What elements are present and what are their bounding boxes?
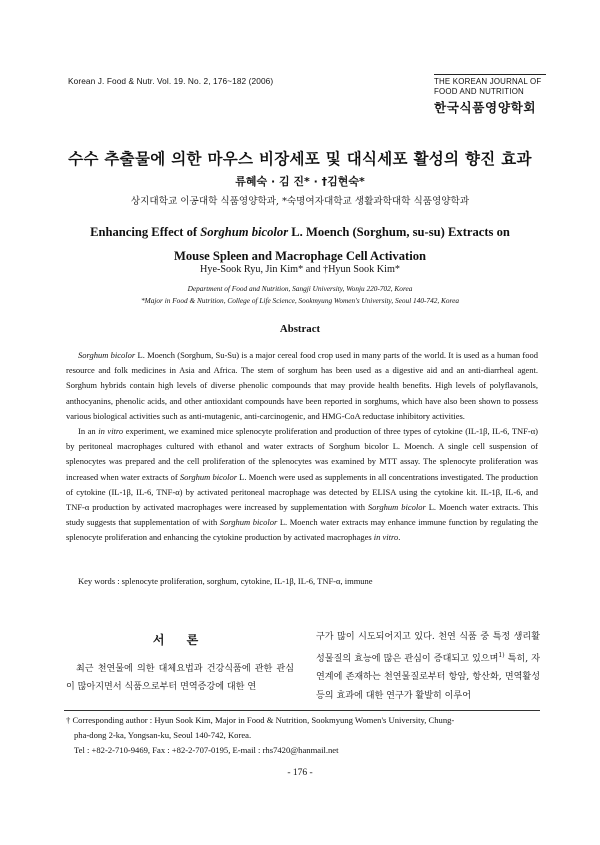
journal-name-ko: 한국식품영양학회: [434, 101, 537, 115]
species-name: Sorghum bicolor: [200, 225, 289, 239]
abstract-heading: Abstract: [279, 323, 321, 335]
authors-korean: 류혜숙 · 김 진* · †김현숙*: [235, 175, 365, 188]
footnote-line-2: pha-dong 2-ka, Yongsan-ku, Seoul 140-742, Korea.: [74, 730, 252, 740]
intro-right-column: [316, 628, 540, 705]
footnote-line-1: † Corresponding author : Hyun Sook Kim, Major in Food & Nutrition, Sookmyung Women's University, Chung-: [66, 715, 455, 725]
journal-citation: Korean J. Food & Nutr. Vol. 19. No. 2, 176~182 (2006): [68, 76, 274, 86]
abstract-paragraph-2: In an in vitro experiment, we examined mice splenocyte proliferation and production of three types of cytokine (IL-1β, IL-6, TNF-α) by peritoneal macrophages cultured with ethanol and water extracts of Sorghum bicolor L. Moench. A single cell suspension of splenocytes was prepared and the cell proliferation of the splenocytes was examined by MTT assay. The splenocyte proliferation was increased when water extracts of Sorghum bicolor L. Moench were used as supplements in all concentrations investigated. The production of cytokine (IL-1β, IL-6, TNF-α) by activated peritoneal macrophage was detected by ELISA using the cytokine kit. IL-1β, IL-6, and TNF-α production by activated macrophages were increased by supplementation with Sorghum bicolor L. Moench water extracts. This study suggests that supplementation of with Sorghum bicolor L. Moench water extracts may enhance immune function by regulating the splenocyte proliferation and enhancing the cytokine production by activated macrophages in vitro.: [66, 426, 539, 543]
page-number: - 176 -: [287, 768, 313, 778]
paper-title-english-line2: Mouse Spleen and Macrophage Cell Activation: [174, 249, 426, 263]
footnote-line-3: Tel : +82-2-710-9469, Fax : +82-2-707-0195, E-mail : rhs7420@hanmail.net: [74, 745, 339, 755]
affiliation-english: [0, 283, 600, 307]
journal-name-en-line1: THE KOREAN JOURNAL OF: [434, 74, 546, 86]
reference-marker: 1): [498, 651, 505, 659]
affiliation-english-1: Department of Food and Nutrition, Sangji University, Wonju 220-702, Korea: [187, 284, 413, 293]
paper-title-korean: 수수 추출물에 의한 마우스 비장세포 및 대식세포 활성의 향진 효과: [68, 150, 532, 168]
journal-masthead: [434, 74, 546, 116]
intro-left-text: 최근 천연물에 의한 대체요법과 건강식품에 관한 관심이 많아지면서 식품으로부터 면역증강에 대한 연: [66, 663, 294, 692]
paper-title-english: [0, 220, 600, 268]
section-heading-introduction: 서 론: [152, 633, 208, 647]
intro-right-text-1: 구가 많이 시도되어지고 있다. 천연 식품 중 특정 생리활성물질의 효능에 많은 관심이 증대되고 있으며: [316, 632, 540, 664]
intro-right-text-2: 특히, 자연계에 존재하는 천연물질로부터 항암, 항산화, 면역활성 등의 효과에 대한 연구가 활발히 이루어: [316, 653, 540, 701]
intro-left-column: [66, 631, 294, 697]
abstract-body: [66, 348, 538, 546]
authors-english: Hye-Sook Ryu, Jin Kim* and †Hyun Sook Kim*: [200, 264, 400, 275]
keywords: Key words : splenocyte proliferation, sorghum, cytokine, IL-1β, IL-6, TNF-α, immune: [78, 576, 373, 586]
footnote-divider: [64, 710, 540, 711]
abstract-paragraph-1: Sorghum bicolor L. Moench (Sorghum, Su-Su) is a major cereal food crop used in many parts of the world. It is used as a human food resource and folk medicines in Asia and Africa. The stem of sorghum has been used as a digestive aid and an anti-diarrheal agent. Sorghum hybrids contain high levels of diverse phenolic compounds that may provide health benefits. High levels of polyflavanols, anthocyanins, phenolic acids, and other antioxidant compounds have been reported in sorghums, which have also been shown to possess various biological activities such as anti-mutagenic, anti-carcinogenic, and HMG-CoA reductase inhibitory activities.: [66, 350, 538, 421]
journal-name-en-line2: FOOD AND NUTRITION: [434, 87, 524, 96]
affiliation-english-2: *Major in Food & Nutrition, College of Life Science, Sookmyung Women's University, Seoul 140-742, Korea: [141, 296, 459, 305]
paper-title-english-line1: Enhancing Effect of Sorghum bicolor L. Moench (Sorghum, su-su) Extracts on: [90, 225, 510, 239]
corresponding-author-footnote: [66, 713, 542, 758]
affiliation-korean: 상지대학교 이공대학 식품영양학과, *숙명여자대학교 생활과학대학 식품영양학과: [130, 196, 470, 207]
